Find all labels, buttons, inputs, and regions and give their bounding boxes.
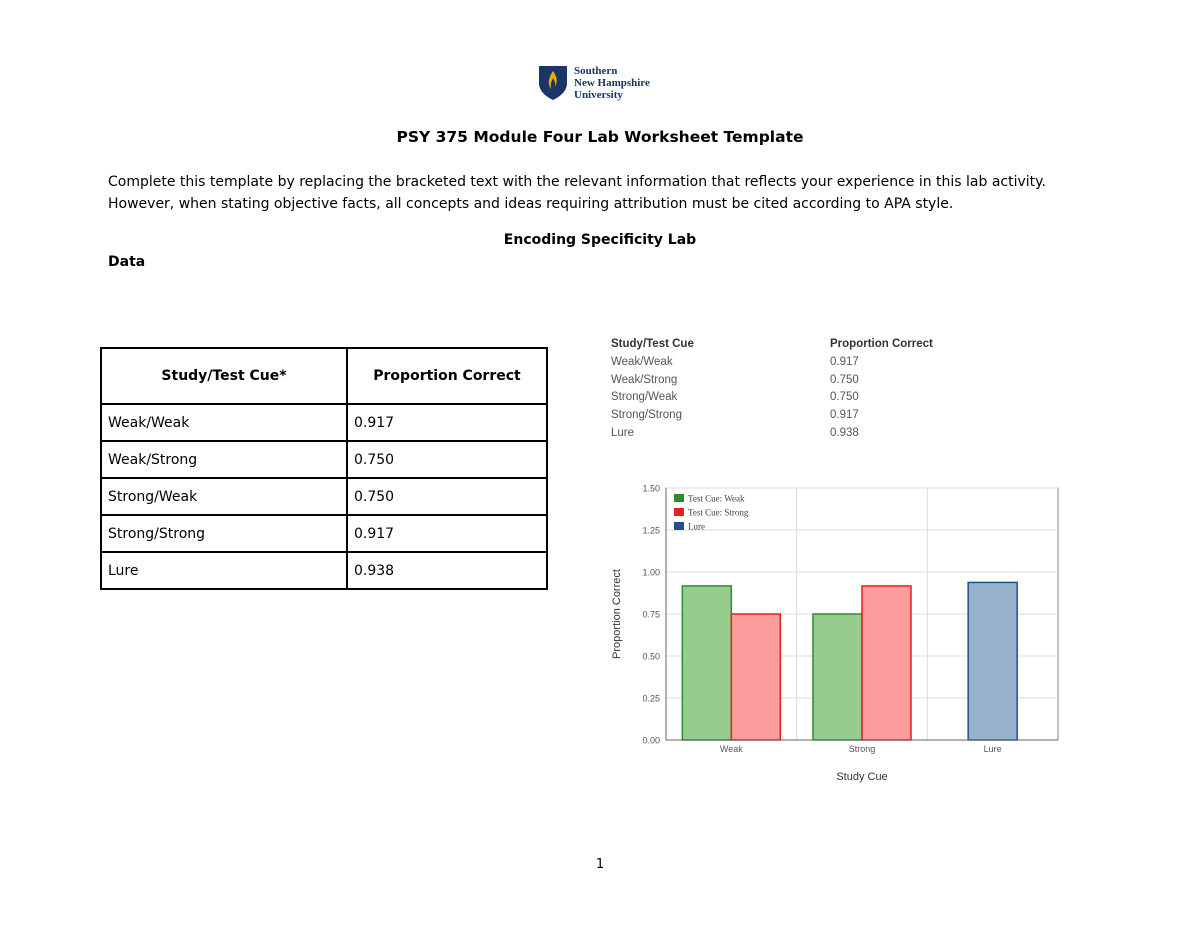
- y-axis-label: Proportion Correct: [611, 569, 623, 659]
- x-tick-label: Lure: [983, 744, 1002, 754]
- summary-value: 0.917: [830, 355, 859, 368]
- data-table: [100, 347, 548, 590]
- x-tick-label: Strong: [848, 744, 876, 754]
- legend-swatch: [674, 494, 684, 502]
- university-logo: [538, 65, 678, 105]
- data-heading: Data: [108, 254, 146, 270]
- document-title: PSY 375 Module Four Lab Worksheet Template: [396, 128, 804, 146]
- summary-header-proportion: Proportion Correct: [830, 338, 933, 350]
- table-cell: Weak/Weak: [101, 404, 347, 441]
- table-cell: Weak/Strong: [101, 441, 347, 478]
- instructions-paragraph: Complete this template by replacing the bracketed text with the relevant information that reflects your experience in this lab activity. However, when stating objective facts, all concepts and ideas requiring attribution must be cited according to APA style.: [108, 174, 1046, 212]
- summary-cue: Weak/Weak: [611, 355, 673, 368]
- table-row: [101, 552, 547, 589]
- table-header-cell: Proportion Correct: [347, 348, 547, 404]
- legend-swatch: [674, 508, 684, 516]
- legend-label: Test Cue: Strong: [688, 507, 749, 518]
- legend-swatch: [674, 522, 684, 530]
- page-number: 1: [595, 857, 605, 872]
- summary-header-cue: Study/Test Cue: [611, 338, 694, 350]
- table-row: [101, 404, 547, 441]
- bar-strong: [813, 614, 862, 740]
- y-tick-label: 0.00: [642, 735, 660, 746]
- y-tick-label: 0.75: [642, 609, 660, 620]
- table-row: [101, 515, 547, 552]
- y-tick-label: 0.50: [642, 651, 660, 662]
- table-header-cell: Study/Test Cue*: [101, 348, 347, 404]
- lab-title: Encoding Specificity Lab: [503, 232, 697, 248]
- summary-cue: Strong/Strong: [611, 409, 682, 422]
- bar-lure: [968, 582, 1017, 740]
- y-tick-label: 0.25: [642, 693, 660, 704]
- bar-chart: [600, 478, 1070, 788]
- shield-icon: [538, 65, 568, 101]
- bar-weak: [731, 614, 780, 740]
- table-row: [101, 441, 547, 478]
- x-tick-label: Weak: [719, 744, 743, 754]
- summary-cue: Strong/Weak: [611, 391, 678, 404]
- table-cell: 0.938: [347, 552, 547, 589]
- y-tick-label: 1.50: [642, 483, 660, 494]
- summary-cue: Lure: [611, 426, 635, 439]
- table-cell: 0.917: [347, 515, 547, 552]
- bar-strong: [862, 586, 911, 740]
- bar-weak: [682, 586, 731, 740]
- table-row: [101, 478, 547, 515]
- logo-text-line3: University: [574, 89, 623, 101]
- table-cell: 0.750: [347, 478, 547, 515]
- summary-value: 0.917: [830, 409, 859, 422]
- legend-label: Lure: [688, 521, 705, 532]
- legend-label: Test Cue: Weak: [688, 493, 745, 504]
- summary-value: 0.750: [830, 373, 859, 386]
- table-header-row: [101, 348, 547, 404]
- logo-text-line2: New Hampshire: [574, 77, 650, 89]
- table-cell: Strong/Weak: [101, 478, 347, 515]
- x-axis-label: Study Cue: [836, 771, 888, 783]
- summary-value: 0.750: [830, 391, 859, 404]
- summary-cue: Weak/Strong: [611, 373, 678, 386]
- table-cell: Lure: [101, 552, 347, 589]
- table-cell: 0.917: [347, 404, 547, 441]
- y-tick-label: 1.00: [642, 567, 660, 578]
- table-cell: 0.750: [347, 441, 547, 478]
- summary-value: 0.938: [830, 426, 859, 439]
- table-cell: Strong/Strong: [101, 515, 347, 552]
- logo-text-line1: Southern: [574, 65, 618, 77]
- y-tick-label: 1.25: [642, 525, 660, 536]
